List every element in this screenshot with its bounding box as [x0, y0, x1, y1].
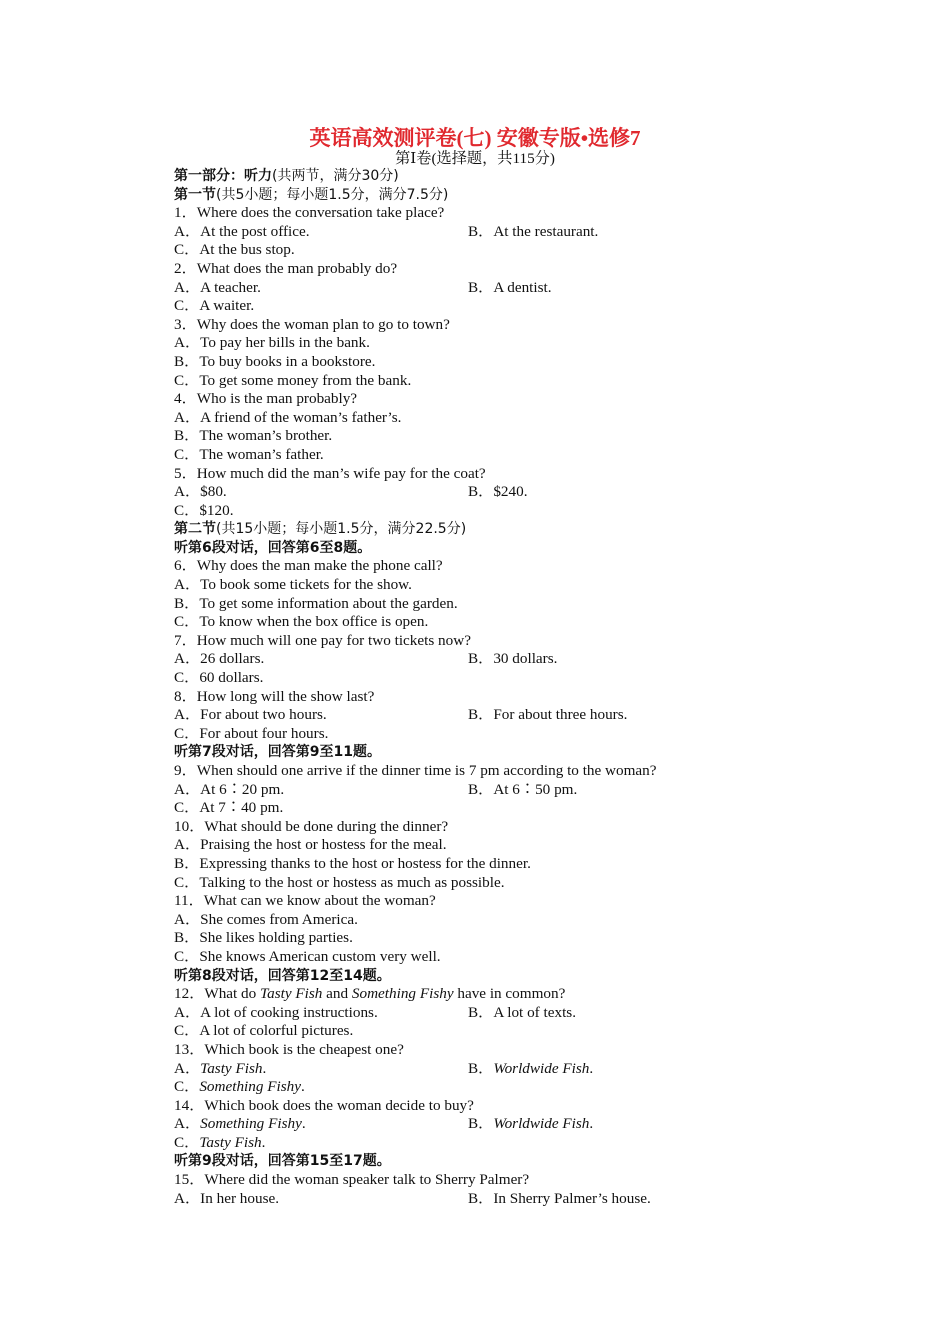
option-a[interactable]: A．At the post office. — [174, 222, 310, 240]
option-a[interactable]: A．In her house. — [174, 1189, 280, 1207]
option-c[interactable]: C．Tasty Fish. — [174, 1133, 266, 1151]
option-c[interactable]: C．Talking to the host or hostess as much as possible. — [174, 873, 505, 891]
options-row — [174, 483, 774, 502]
option-b[interactable]: B．In Sherry Palmer’s house. — [468, 1189, 651, 1207]
option-b[interactable]: B．A lot of texts. — [468, 1003, 577, 1021]
question-4: 4．Who is the man probably? — [174, 390, 358, 408]
option-a[interactable]: A．A friend of the woman’s father’s. — [174, 408, 402, 426]
dialogue-instruction: 听第8段对话，回答第12至14题。 — [174, 967, 391, 984]
exam-body — [174, 167, 774, 1208]
option-a[interactable]: A．For about two hours. — [174, 706, 327, 724]
option-c[interactable]: C．$120. — [174, 501, 234, 519]
option-b[interactable]: B．To buy books in a bookstore. — [174, 352, 376, 370]
option-c[interactable]: C．For about four hours. — [174, 724, 329, 742]
option-a[interactable]: A．To pay her bills in the bank. — [174, 334, 370, 352]
question-10: 10．What should be done during the dinner? — [174, 817, 449, 835]
option-a[interactable]: A．To book some tickets for the show. — [174, 576, 412, 594]
option-c[interactable]: C．She knows American custom very well. — [174, 947, 441, 965]
question-2: 2．What does the man probably do? — [174, 259, 398, 277]
option-b[interactable]: B．At 6∶50 pm. — [468, 780, 578, 798]
option-a[interactable]: A．Something Fishy. — [174, 1115, 306, 1133]
options-row — [174, 279, 774, 298]
section-heading: 第二节(共15小题；每小题1.5分，满分22.5分) — [174, 521, 467, 538]
option-c[interactable]: C．The woman’s father. — [174, 445, 324, 463]
option-a[interactable]: A．She comes from America. — [174, 910, 358, 928]
option-b[interactable]: B．A dentist. — [468, 278, 552, 296]
question-9: 9．When should one arrive if the dinner time is 7 pm according to the woman? — [174, 762, 657, 779]
options-row — [174, 1004, 774, 1023]
option-b[interactable]: B．At the restaurant. — [468, 222, 599, 240]
option-a[interactable]: A．Tasty Fish. — [174, 1059, 267, 1077]
question-13: 13．Which book is the cheapest one? — [174, 1040, 404, 1058]
option-c[interactable]: C．Something Fishy. — [174, 1078, 305, 1096]
question-11: 11．What can we know about the woman? — [174, 892, 436, 910]
option-a[interactable]: A．Praising the host or hostess for the meal. — [174, 836, 447, 854]
question-7: 7．How much will one pay for two tickets now? — [174, 631, 471, 649]
option-c[interactable]: C．A lot of colorful pictures. — [174, 1022, 354, 1040]
question-1: 1．Where does the conversation take place? — [174, 204, 445, 222]
option-a[interactable]: A．A lot of cooking instructions. — [174, 1003, 378, 1021]
option-b[interactable]: B．She likes holding parties. — [174, 929, 353, 947]
option-c[interactable]: C．To know when the box office is open. — [174, 613, 429, 631]
question-8: 8．How long will the show last? — [174, 687, 375, 705]
dialogue-instruction: 听第6段对话，回答第6至8题。 — [174, 539, 372, 556]
option-b[interactable]: B．Expressing thanks to the host or hostess for the dinner. — [174, 854, 531, 872]
options-row — [174, 781, 774, 800]
option-c[interactable]: C．At 7∶40 pm. — [174, 799, 284, 817]
question-14: 14．Which book does the woman decide to buy? — [174, 1096, 474, 1114]
option-a[interactable]: A．A teacher. — [174, 278, 261, 296]
options-row — [174, 650, 774, 669]
option-c[interactable]: C．To get some money from the bank. — [174, 371, 412, 389]
question-5: 5．How much did the man’s wife pay for the coat? — [174, 464, 486, 482]
option-b[interactable]: B．Worldwide Fish. — [468, 1059, 594, 1077]
option-c[interactable]: C．60 dollars. — [174, 669, 264, 687]
dialogue-instruction: 听第9段对话，回答第15至17题。 — [174, 1153, 391, 1170]
dialogue-instruction: 听第7段对话，回答第9至11题。 — [174, 744, 381, 761]
option-b[interactable]: B．To get some information about the garden. — [174, 594, 458, 612]
part-heading: 第一部分：听力(共两节，满分30分) — [174, 168, 399, 184]
option-b[interactable]: B．Worldwide Fish. — [468, 1115, 594, 1133]
option-b[interactable]: B．30 dollars. — [468, 650, 558, 668]
page-title: 英语高效测评卷(七) 安徽专版•选修7 — [309, 126, 641, 150]
option-c[interactable]: C．At the bus stop. — [174, 241, 295, 259]
question-12: 12．What do Tasty Fish and Something Fishy have in common? — [174, 985, 566, 1003]
options-row — [174, 223, 774, 242]
option-a[interactable]: A．26 dollars. — [174, 650, 265, 668]
options-row — [174, 706, 774, 725]
paper-subtitle: 第Ⅰ卷(选择题，共115分) — [395, 150, 555, 167]
options-row — [174, 1115, 774, 1134]
section-heading: 第一节(共5小题；每小题1.5分，满分7.5分) — [174, 186, 449, 203]
question-6: 6．Why does the man make the phone call? — [174, 557, 443, 575]
option-a[interactable]: A．$80. — [174, 483, 227, 501]
options-row — [174, 1060, 774, 1079]
question-15: 15．Where did the woman speaker talk to Sherry Palmer? — [174, 1171, 530, 1189]
option-a[interactable]: A．At 6∶20 pm. — [174, 780, 285, 798]
option-b[interactable]: B．$240. — [468, 483, 528, 501]
question-3: 3．Why does the woman plan to go to town? — [174, 315, 450, 333]
options-row — [174, 1190, 774, 1209]
option-c[interactable]: C．A waiter. — [174, 297, 255, 315]
option-b[interactable]: B．The woman’s brother. — [174, 427, 333, 445]
option-b[interactable]: B．For about three hours. — [468, 706, 628, 724]
